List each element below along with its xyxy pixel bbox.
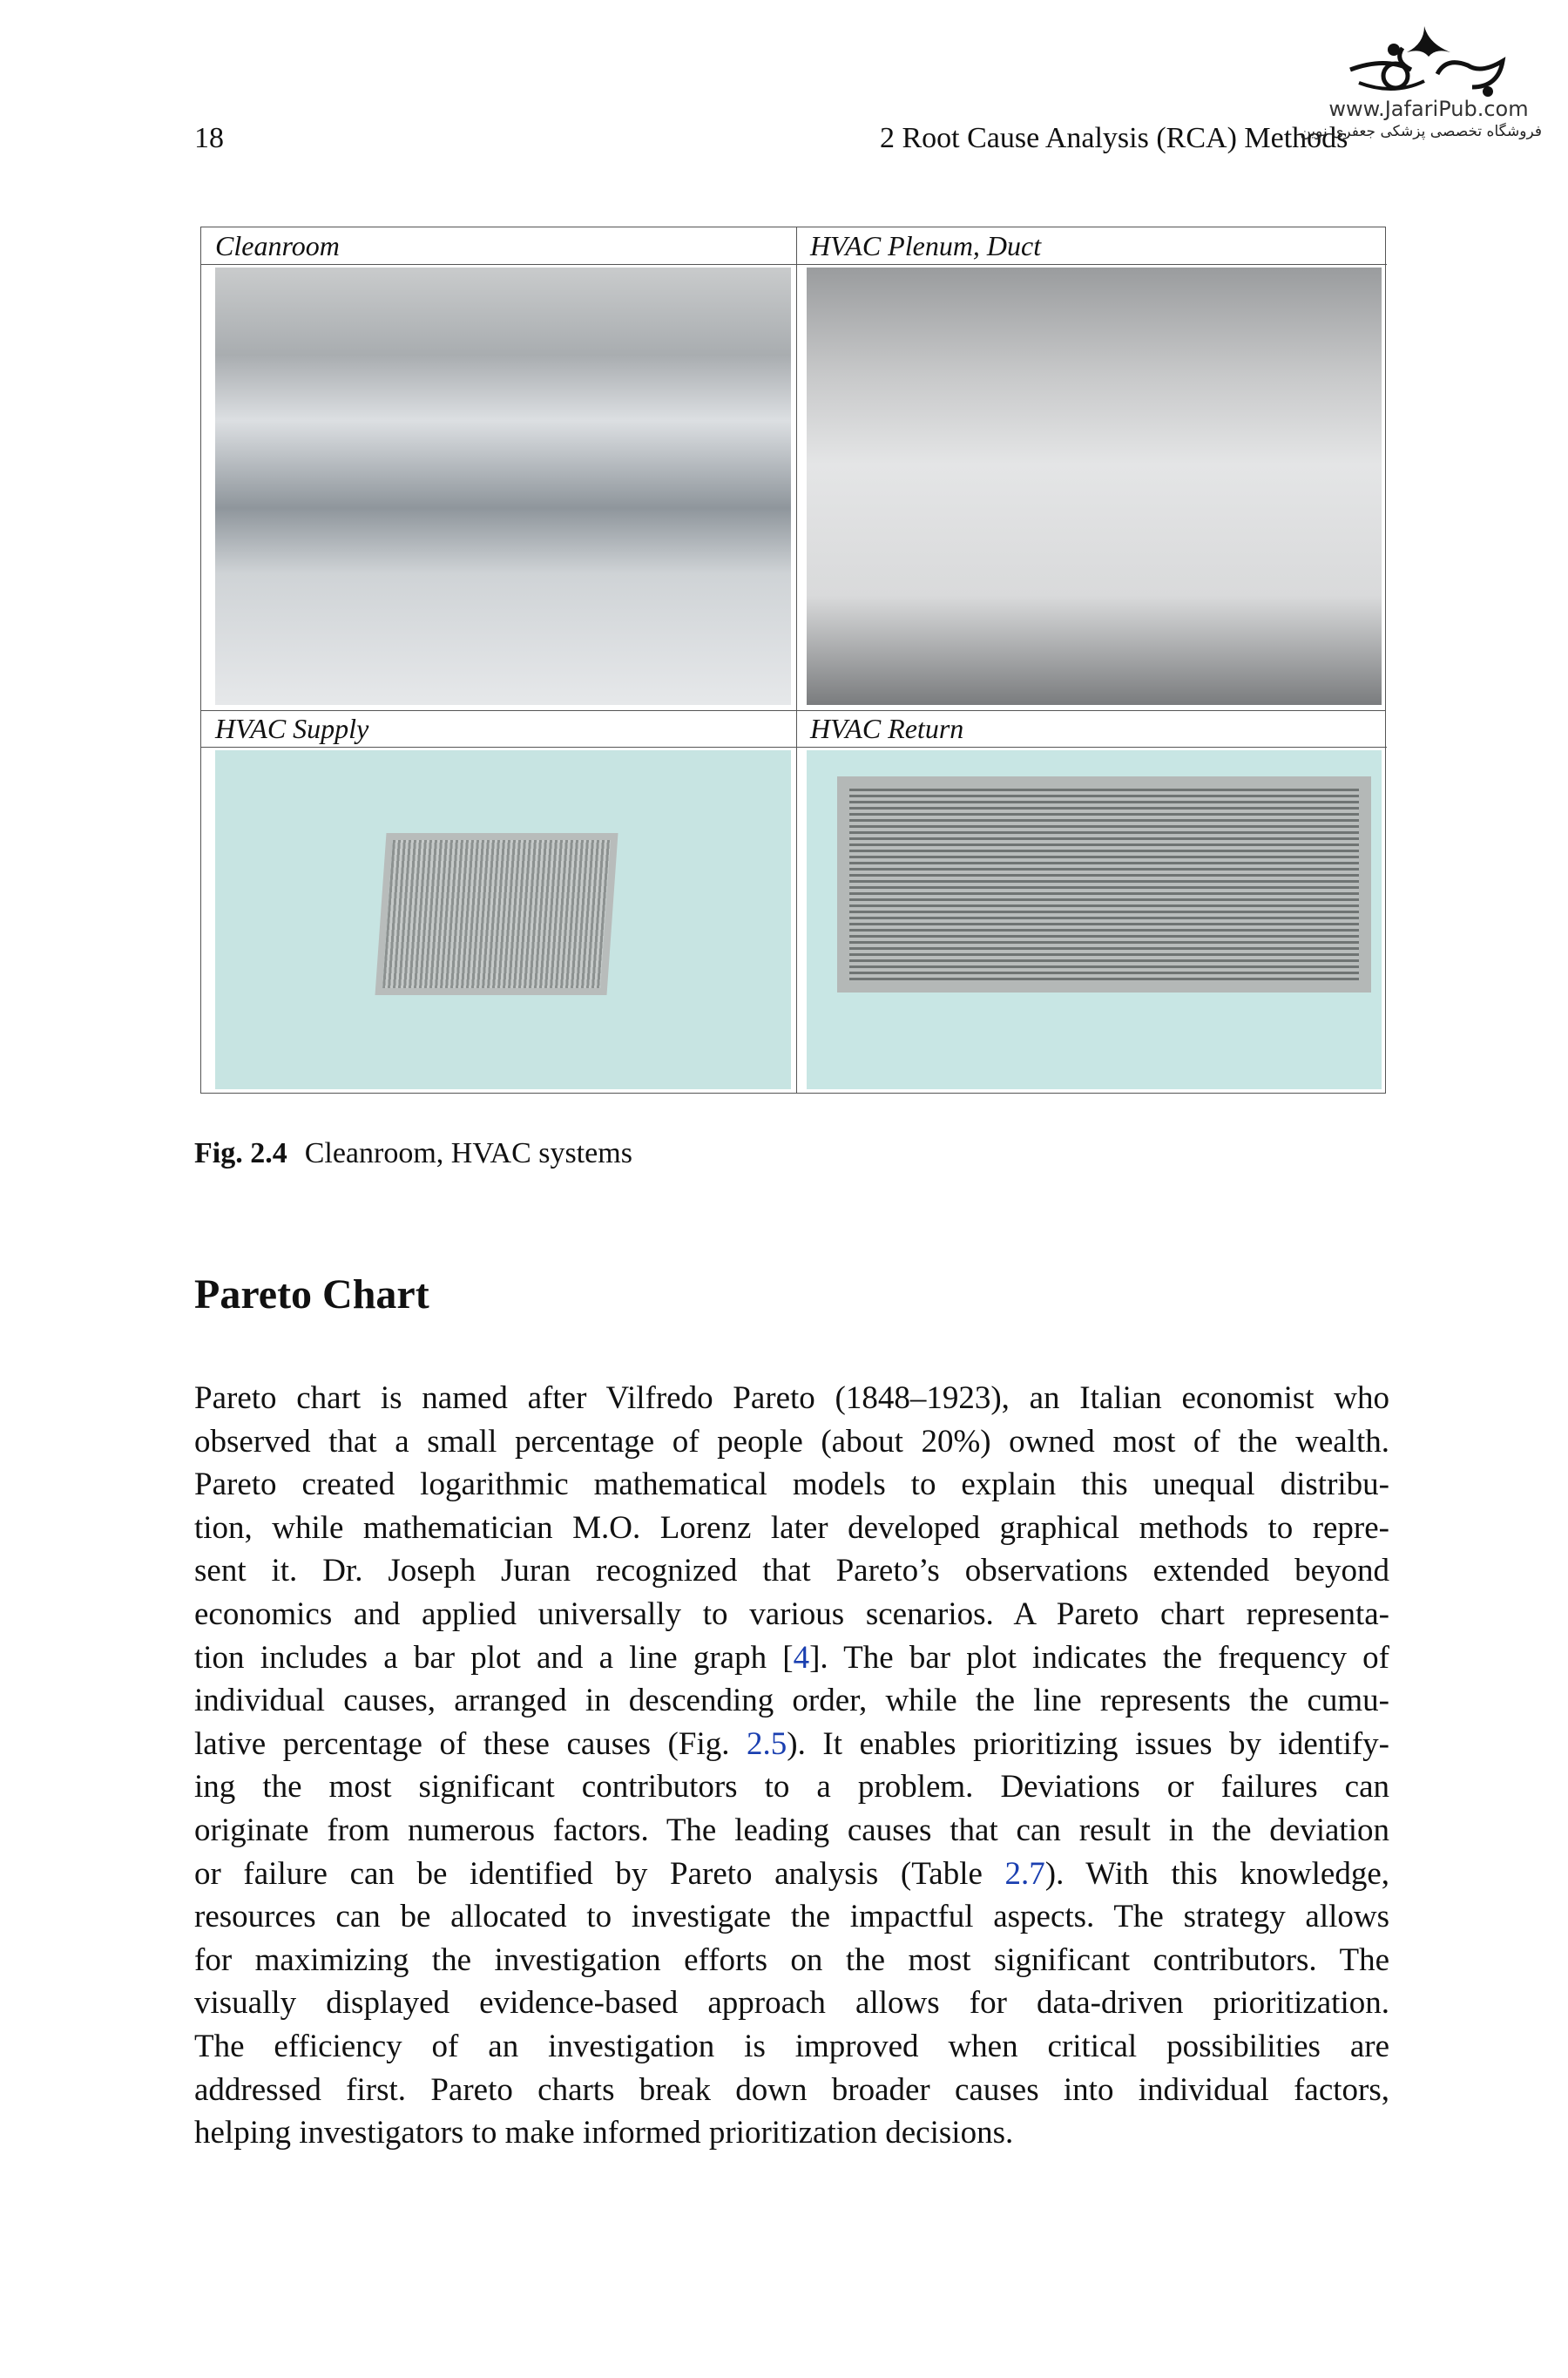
watermark-tagline: فروشگاه تخصصی پزشکی جعفری نوین <box>1300 123 1542 140</box>
text-segment: lative percentage of these causes (Fig. <box>194 1725 747 1762</box>
calligraphy-logo-icon <box>1342 22 1516 100</box>
table-divider <box>796 227 797 1093</box>
figure-2-4 <box>200 227 1386 1094</box>
panel-label: HVAC Plenum, Duct <box>796 227 1387 265</box>
caption-number: Fig. 2.4 <box>194 1137 287 1169</box>
hvac-return-photo <box>807 750 1382 1089</box>
panel-hvac-plenum-duct <box>796 227 1387 710</box>
text-segment: tion, while mathematician M.O. Lorenz later developed graphical methods to repre- <box>194 1509 1389 1546</box>
panel-hvac-return <box>796 710 1387 1094</box>
text-line <box>194 1420 1389 1464</box>
page-number: 18 <box>194 122 224 154</box>
text-line <box>194 1939 1389 1982</box>
text-line <box>194 2025 1389 2069</box>
text-segment: ing the most significant contributors to a problem. Deviations or failures can <box>194 1769 1389 1806</box>
text-line <box>194 2069 1389 2112</box>
text-line <box>194 1723 1389 1766</box>
panel-label: HVAC Return <box>796 710 1387 748</box>
text-line <box>194 1549 1389 1593</box>
cleanroom-photo <box>215 268 791 705</box>
text-segment: ]. The bar plot indicates the frequency of <box>809 1639 1390 1676</box>
text-segment: economics and applied universally to various scenarios. A Pareto chart representa- <box>194 1595 1389 1632</box>
hvac-supply-photo <box>215 750 791 1089</box>
panel-label: Cleanroom <box>201 227 796 265</box>
body-paragraph <box>194 1377 1389 2155</box>
hvac-plenum-photo <box>807 268 1382 705</box>
text-segment: resources can be allocated to investigate the impactful aspects. The strategy allows <box>194 1899 1389 1935</box>
figure-caption <box>194 1137 632 1170</box>
panel-label: HVAC Supply <box>201 710 796 748</box>
text-line <box>194 1636 1389 1680</box>
text-segment: sent it. Dr. Joseph Juran recognized that Pareto’s observations extended beyond <box>194 1553 1389 1589</box>
text-segment: ). With this knowledge, <box>1044 1855 1389 1892</box>
text-segment: tion includes a bar plot and a line graph [ <box>194 1639 794 1676</box>
text-line <box>194 1507 1389 1550</box>
text-segment: originate from numerous factors. The leading causes that can result in the deviation <box>194 1812 1389 1848</box>
text-line <box>194 1853 1389 1896</box>
text-segment: or failure can be identified by Pareto analysis (Table <box>194 1855 1005 1892</box>
text-segment: observed that a small percentage of people (about 20%) owned most of the wealth. <box>194 1423 1389 1460</box>
text-line <box>194 1895 1389 1939</box>
text-segment: The efficiency of an investigation is improved when critical possibilities are <box>194 2028 1389 2064</box>
text-line <box>194 1377 1389 1420</box>
text-segment: addressed first. Pareto charts break down broader causes into individual factors, <box>194 2071 1389 2108</box>
text-line <box>194 2111 1389 2155</box>
text-segment: ). It enables prioritizing issues by identify- <box>787 1725 1389 1762</box>
caption-text: Cleanroom, HVAC systems <box>304 1137 632 1169</box>
text-segment: for maximizing the investigation efforts on the most significant contributors. The <box>194 1941 1389 1978</box>
text-line <box>194 1679 1389 1723</box>
panel-hvac-supply <box>201 710 796 1094</box>
text-line <box>194 1765 1389 1809</box>
table-divider <box>201 710 1385 711</box>
reference-link[interactable]: 4 <box>793 1639 810 1676</box>
text-segment: Pareto created logarithmic mathematical models to explain this unequal distribu- <box>194 1467 1389 1503</box>
text-line <box>194 1593 1389 1636</box>
text-line <box>194 1463 1389 1507</box>
panel-cleanroom <box>201 227 796 710</box>
text-segment: visually displayed evidence-based approach allows for data-driven prioritization. <box>194 1985 1389 2022</box>
reference-link[interactable]: 2.7 <box>1004 1855 1045 1892</box>
text-segment: helping investigators to make informed prioritization decisions. <box>194 2115 1014 2151</box>
publisher-watermark <box>1300 22 1542 140</box>
text-line <box>194 1982 1389 2025</box>
text-line <box>194 1809 1389 1853</box>
running-head: 2 Root Cause Analysis (RCA) Methods <box>880 122 1348 154</box>
reference-link[interactable]: 2.5 <box>747 1725 787 1762</box>
watermark-url: www.JafariPub.com <box>1328 97 1529 121</box>
section-heading: Pareto Chart <box>194 1271 429 1318</box>
text-segment: Pareto chart is named after Vilfredo Pareto (1848–1923), an Italian economist who <box>194 1380 1389 1416</box>
text-segment: individual causes, arranged in descending order, while the line represents the cumu- <box>194 1683 1389 1719</box>
